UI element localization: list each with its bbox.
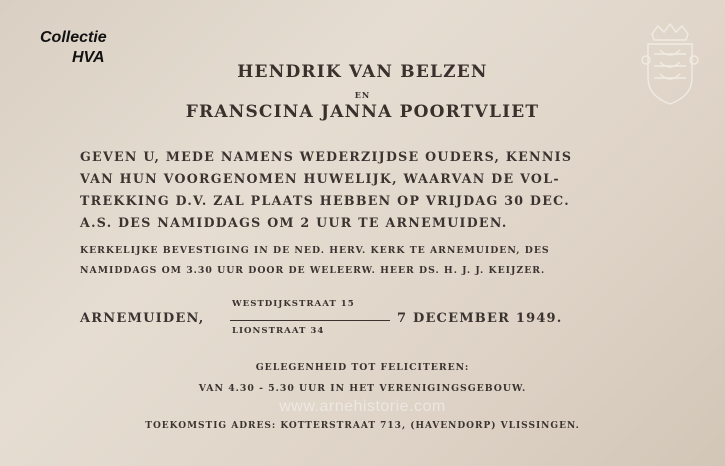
address-divider — [230, 320, 390, 321]
announcement-line-4: A.S. DES NAMIDDAGS OM 2 UUR TE ARNEMUIDEN. — [80, 215, 508, 230]
website-watermark: www.arnehistorie.com — [279, 398, 446, 415]
church-line-2: NAMIDDAGS OM 3.30 UUR DOOR DE WELEERW. HEER DS. H. J. J. KEIJZER. — [80, 265, 546, 276]
church-line-1: KERKELIJKE BEVESTIGING IN DE NED. HERV. KERK TE ARNEMUIDEN, DES — [80, 245, 550, 256]
announcement-line-2: VAN HUN VOORGENOMEN HUWELIJK, WAARVAN DE VOL- — [80, 171, 560, 186]
bride-name: FRANSCINA JANNA POORTVLIET — [185, 102, 540, 122]
congrats-title: GELEGENHEID TOT FELICITEREN: — [255, 362, 470, 373]
announcement-line-1: GEVEN U, MEDE NAMENS WEDERZIJDSE OUDERS, KENNIS — [80, 149, 573, 164]
address-upper: WESTDIJKSTRAAT 15 — [232, 299, 355, 309]
future-address: TOEKOMSTIG ADRES: KOTTERSTRAAT 713, (HAVENDORP) VLISSINGEN. — [145, 421, 580, 431]
groom-name: HENDRIK VAN BELZEN — [237, 62, 488, 82]
stamp-line-1: Collectie — [40, 29, 107, 46]
place-name: ARNEMUIDEN, — [80, 311, 205, 326]
stamp-line-2: HVA — [72, 49, 105, 66]
conjunction: EN — [354, 90, 371, 100]
congrats-time: VAN 4.30 - 5.30 UUR IN HET VERENIGINGSGEBOUW. — [198, 383, 527, 394]
wedding-date: 7 DECEMBER 1949. — [397, 311, 563, 326]
announcement-line-3: TREKKING D.V. ZAL PLAATS HEBBEN OP VRIJDAG 30 DEC. — [80, 193, 570, 208]
address-lower: LIONSTRAAT 34 — [232, 326, 325, 336]
